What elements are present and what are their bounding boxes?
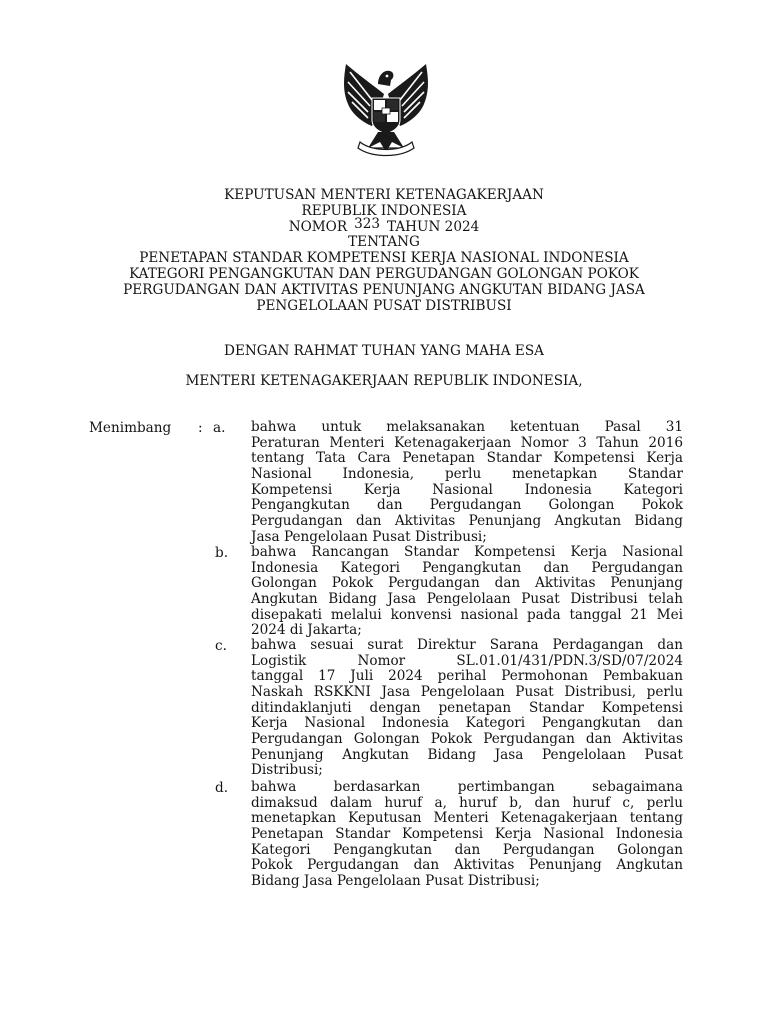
subject-line: PENGELOLAAN PUSAT DISTRIBUSI: [256, 297, 512, 314]
clause-line: bahwa sesuai surat Direktur Sarana Perdagangan dan: [251, 637, 683, 653]
clause-line: Pengangkutan dan Pergudangan Golongan Pokok: [251, 497, 683, 514]
clause-line: Pergudangan Golongan Pokok Pergudangan dan Aktivitas: [251, 730, 683, 747]
clause-letter: a.: [213, 420, 226, 436]
clause-line: tanggal 17 Juli 2024 perihal Permohonan Pembakuan: [251, 668, 683, 685]
nomor-label: NOMOR: [288, 218, 348, 235]
clause-d-text: [251, 780, 683, 890]
clause-line: 2024 di Jakarta;: [251, 622, 362, 639]
menimbang-label: Menimbang: [89, 420, 172, 436]
clause-line: Angkutan Bidang Jasa Pengelolaan Pusat Distribusi telah: [251, 590, 683, 607]
clause-a-text: [251, 420, 683, 545]
clause-line: Penunjang Angkutan Bidang Jasa Pengelolaan Pusat: [251, 746, 683, 763]
subject-line: PERGUDANGAN DAN AKTIVITAS PENUNJANG ANGKUTAN BIDANG JASA: [123, 281, 645, 298]
clause-line: Pergudangan dan Aktivitas Penunjang Angkutan Bidang: [251, 512, 683, 529]
clause-line: Distribusi;: [251, 762, 323, 779]
clause-line: bahwa Rancangan Standar Kompetensi Kerja Nasional: [251, 544, 683, 560]
clause-line: bahwa untuk melaksanakan ketentuan Pasal 31: [251, 419, 683, 435]
menimbang-colon: :: [198, 420, 203, 436]
clause-b-text: [251, 545, 683, 639]
clause-line: Jasa Pengelolaan Pusat Distribusi;: [251, 528, 487, 545]
clause-line: bahwa berdasarkan pertimbangan sebagaimana: [251, 779, 683, 795]
clause-line: tentang Tata Cara Penetapan Standar Kompetensi Kerja: [251, 450, 683, 467]
nomor-value: 323: [354, 215, 381, 232]
invocation: DENGAN RAHMAT TUHAN YANG MAHA ESA: [224, 343, 544, 359]
authority-line: MENTERI KETENAGAKERJAAN REPUBLIK INDONESIA,: [185, 373, 583, 389]
tahun-label: TAHUN 2024: [387, 218, 480, 235]
clause-line: Kategori Pengangkutan dan Pergudangan Golongan: [251, 841, 683, 858]
tentang-label: TENTANG: [348, 234, 420, 251]
clause-line: Kerja Nasional Indonesia Kategori Pengangkutan dan: [251, 715, 683, 732]
clause-line: Nasional Indonesia, perlu menetapkan Standar: [251, 465, 683, 482]
clause-line: Peraturan Menteri Ketenagakerjaan Nomor 3 Tahun 2016: [251, 434, 683, 451]
clause-line: Logistik Nomor SL.01.01/431/PDN.3/SD/07/2024: [251, 652, 683, 669]
clause-c-text: [251, 638, 683, 779]
subject-line: KATEGORI PENGANGKUTAN DAN PERGUDANGAN GOLONGAN POKOK: [129, 265, 639, 282]
clause-line: menetapkan Keputusan Menteri Ketenagakerjaan tentang: [251, 810, 683, 827]
garuda-emblem-icon: [334, 56, 438, 160]
subject-line: PENETAPAN STANDAR KOMPETENSI KERJA NASIONAL INDONESIA: [139, 250, 629, 267]
clause-line: Golongan Pokok Pergudangan dan Aktivitas Penunjang: [251, 575, 683, 592]
clause-line: Naskah RSKKNI Jasa Pengelolaan Pusat Distribusi, perlu: [251, 683, 683, 700]
clause-letter: b.: [215, 545, 229, 561]
clause-line: ditindaklanjuti dengan penetapan Standar Kompetensi: [251, 699, 683, 716]
clause-line: Penetapan Standar Kompetensi Kerja Nasional Indonesia: [251, 825, 683, 842]
decree-number-line: [0, 215, 768, 236]
decree-country: REPUBLIK INDONESIA: [301, 202, 467, 219]
decree-header: [0, 188, 768, 314]
clause-line: Bidang Jasa Pengelolaan Pusat Distribusi;: [251, 872, 540, 889]
decree-title: KEPUTUSAN MENTERI KETENAGAKERJAAN: [224, 187, 544, 203]
clause-line: dimaksud dalam huruf a, huruf b, dan huruf c, perlu: [251, 794, 683, 811]
clause-letter: c.: [215, 638, 227, 654]
clause-line: Pokok Pergudangan dan Aktivitas Penunjang Angkutan: [251, 857, 683, 874]
clause-letter: d.: [215, 780, 229, 796]
clause-line: Indonesia Kategori Pengangkutan dan Pergudangan: [251, 559, 683, 576]
clause-line: disepakati melalui konvensi nasional pada tanggal 21 Mei: [251, 606, 683, 623]
clause-line: Kompetensi Kerja Nasional Indonesia Kategori: [251, 481, 683, 498]
